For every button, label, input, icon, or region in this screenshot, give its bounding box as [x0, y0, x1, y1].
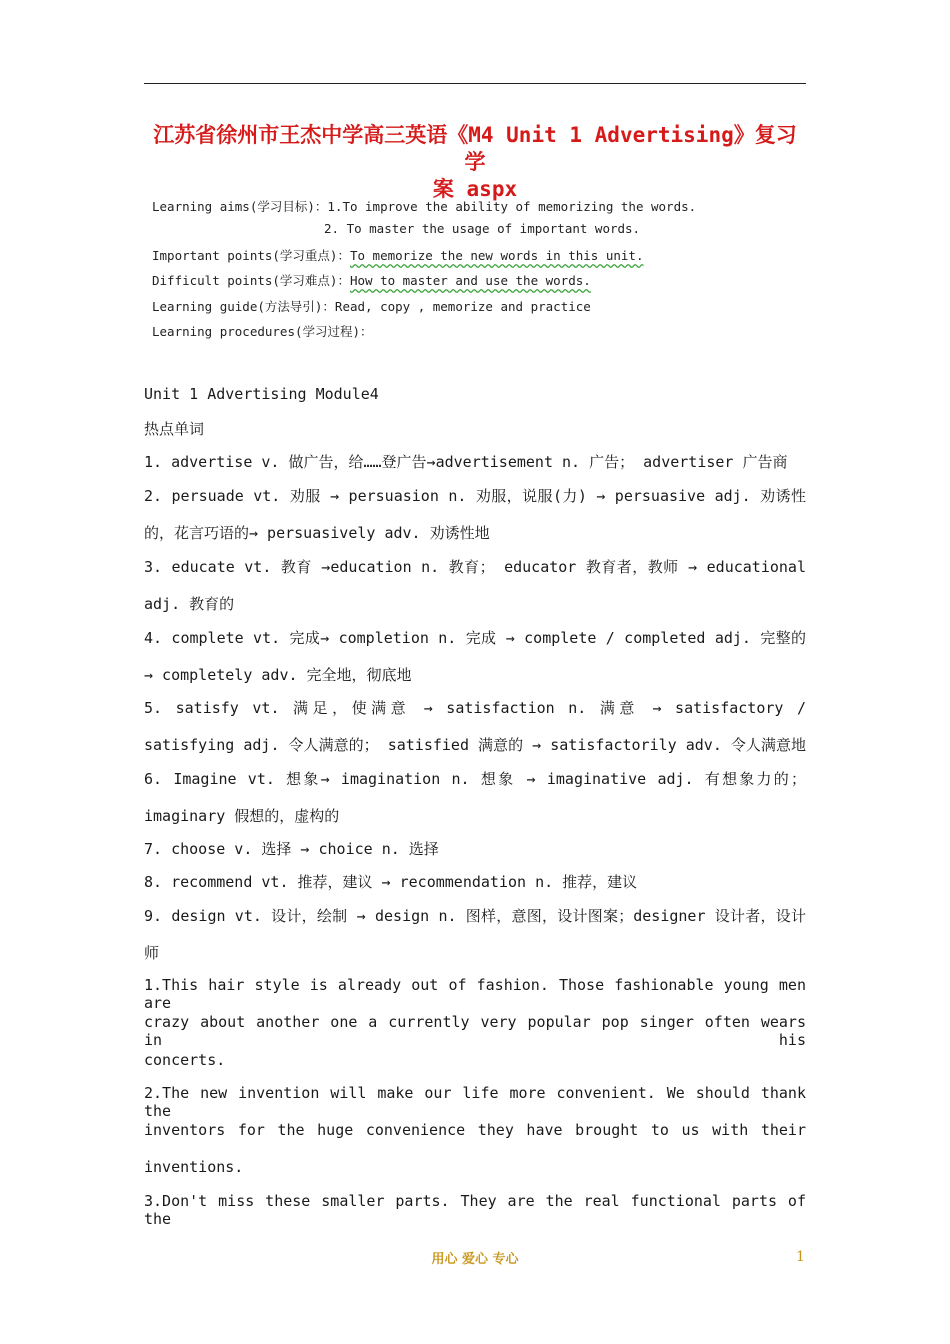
- learning-aims-1: 1.To improve the ability of memorizing the words.: [327, 199, 697, 214]
- text-line: 8. recommend vt. 推荐，建议 → recommendation n. 推荐，建议: [144, 873, 638, 891]
- text-line: inventions.: [144, 1158, 244, 1176]
- text-line: imaginary 假想的，虚构的: [144, 807, 340, 825]
- hot-words-heading: 热点单词: [144, 420, 205, 438]
- text-line: 5. satisfy vt. 满足，使满意 → satisfaction n. 满意 → satisfactory /: [144, 699, 806, 717]
- text-line: adj. 教育的: [144, 595, 235, 613]
- difficult-points-row: [152, 271, 591, 289]
- important-points-row: [152, 246, 643, 264]
- page-footer: 用心 爱心 专心: [431, 1252, 519, 1267]
- difficult-points-label: Difficult points(学习难点)：: [152, 273, 350, 288]
- learning-procedures-label: Learning procedures(学习过程)：: [152, 324, 373, 339]
- text-line: crazy about another one a currently very popular pop singer often wears in his: [144, 1013, 806, 1049]
- text-line: 2.The new invention will make our life more convenient. We should thank the: [144, 1084, 806, 1120]
- learning-procedures-row: [152, 322, 373, 340]
- header-rule: [144, 83, 806, 84]
- title-line-2: 案 aspx: [432, 177, 518, 201]
- text-line: 师: [144, 944, 160, 962]
- text-line: 7. choose v. 选择 → choice n. 选择: [144, 840, 439, 858]
- text-line: 3. educate vt. 教育 →education n. 教育； educator 教育者，教师 → educational: [144, 558, 806, 576]
- text-line: satisfying adj. 令人满意的； satisfied 满意的 → satisfactorily adv. 令人满意地: [144, 736, 806, 754]
- text-line: 1. advertise v. 做广告，给……登广告→advertisement n. 广告； advertiser 广告商: [144, 453, 788, 471]
- important-points-text: To memorize the new words in this unit.: [349, 248, 644, 263]
- text-line: 6. Imagine vt. 想象→ imagination n. 想象 → imaginative adj. 有想象力的；: [144, 770, 806, 788]
- learning-guide-row: [152, 297, 591, 315]
- difficult-points-text: How to master and use the words.: [349, 273, 591, 288]
- learning-aims-row-2: [324, 221, 640, 236]
- text-line: 1.This hair style is already out of fashion. Those fashionable young men are: [144, 976, 806, 1012]
- text-line: 3.Don't miss these smaller parts. They are the real functional parts of the: [144, 1192, 806, 1228]
- learning-aims-2: 2. To master the usage of important words.: [324, 221, 641, 236]
- text-line: 9. design vt. 设计，绘制 → design n. 图样，意图，设计图案；designer 设计者，设计: [144, 907, 806, 925]
- page-number: 1: [796, 1249, 805, 1265]
- document-title: [144, 122, 806, 203]
- text-line: 的，花言巧语的→ persuasively adv. 劝诱性地: [144, 524, 490, 542]
- learning-aims-label: Learning aims(学习目标)：: [152, 199, 328, 214]
- text-line: → completely adv. 完全地，彻底地: [144, 666, 412, 684]
- important-points-label: Important points(学习重点)：: [152, 248, 350, 263]
- text-line: inventors for the huge convenience they have brought to us with their: [144, 1121, 806, 1139]
- text-line: 2. persuade vt. 劝服 → persuasion n. 劝服，说服(力) → persuasive adj. 劝诱性: [144, 487, 806, 505]
- unit-heading: Unit 1 Advertising Module4: [144, 385, 379, 403]
- text-line: concerts.: [144, 1051, 226, 1069]
- learning-guide-text: Read, copy , memorize and practice: [334, 299, 591, 314]
- title-line-1: 江苏省徐州市王杰中学高三英语《M4 Unit 1 Advertising》复习学: [153, 123, 797, 174]
- text-line: 4. complete vt. 完成→ completion n. 完成 → complete / completed adj. 完整的: [144, 629, 806, 647]
- learning-guide-label: Learning guide(方法导引)：: [152, 299, 335, 314]
- learning-aims-row: [152, 197, 696, 215]
